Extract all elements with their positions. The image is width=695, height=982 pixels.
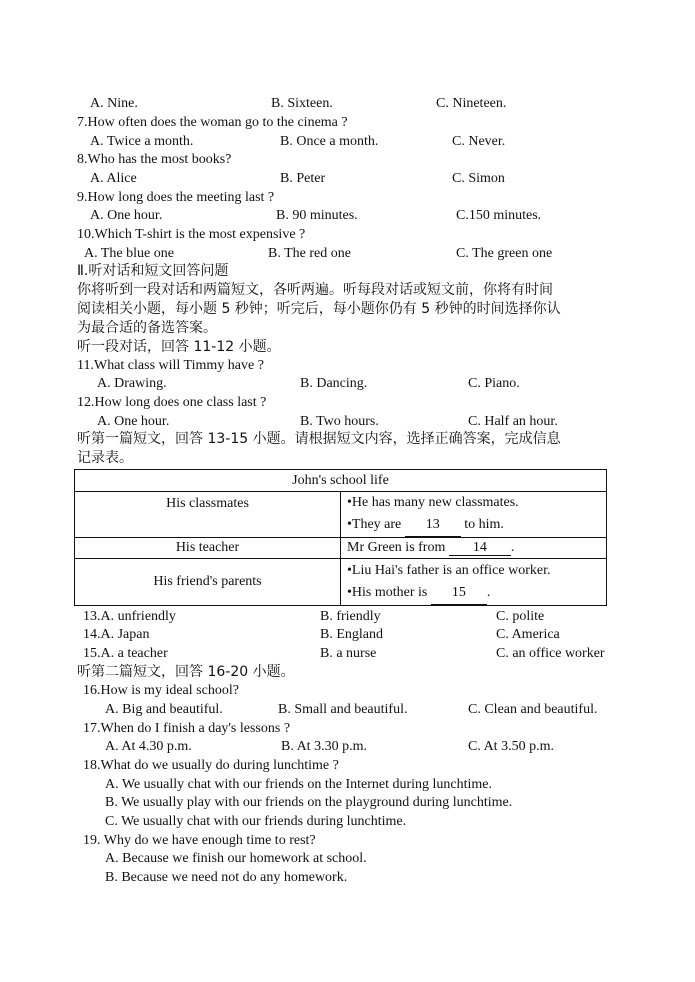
parents-line-1: •Liu Hai's father is an office worker. [347,562,551,578]
q10-option-a: A. The blue one [84,246,174,261]
dialog-intro: 听一段对话，回答 11-12 小题。 [77,339,281,355]
row-teacher-content: Mr Green is from 14 . [341,538,607,559]
q12-option-a: A. One hour. [97,414,170,429]
q11-option-b: B. Dancing. [300,376,368,391]
q9-option-b: B. 90 minutes. [276,208,358,223]
q16-option-c: C. Clean and beautiful. [468,702,598,717]
blank-14[interactable]: 14 [449,541,511,556]
q13-option-b: B. friendly [320,609,381,624]
q6-option-a: A. Nine. [90,96,138,111]
q6-option-c: C. Nineteen. [436,96,507,111]
q9-option-a: A. One hour. [90,208,163,223]
q10-option-c: C. The green one [456,246,553,261]
q9-option-c: C.150 minutes. [456,208,542,223]
q7-option-c: C. Never. [452,134,506,149]
q18-option-c: C. We usually chat with our friends during lunchtime. [105,814,407,829]
passage-1-intro-2: 记录表。 [77,450,133,466]
q8-option-c: C. Simon [452,171,505,186]
q19-option-b: B. Because we need not do any homework. [105,870,348,885]
q7-option-b: B. Once a month. [280,134,379,149]
section-2-instruction-1: 你将听到一段对话和两篇短文，各听两遍。听每段对话或短文前，你将有时间 [77,282,553,298]
q14-option-c: C. America [496,627,560,642]
passage-1-intro-1: 听第一篇短文，回答 13-15 小题。请根据短文内容，选择正确答案，完成信息 [77,431,561,447]
q8-option-a: A. Alice [90,171,137,186]
q13-option-c: C. polite [496,609,545,624]
q14-option-a: 14.A. Japan [83,627,150,642]
q17-option-b: B. At 3.30 p.m. [281,739,367,754]
q12-stem: 12.How long does one class last ? [77,395,267,410]
q10-option-b: B. The red one [268,246,351,261]
table-title: John's school life [75,470,607,492]
blank-13[interactable]: 13 [405,514,461,537]
info-record-table [74,469,607,606]
q16-stem: 16.How is my ideal school? [83,683,239,698]
q15-option-b: B. a nurse [320,646,377,661]
blank-15[interactable]: 15 [431,582,487,605]
row-parents-content [341,559,607,606]
q14-option-b: B. England [320,627,383,642]
q9-stem: 9.How long does the meeting last ? [77,190,275,205]
row-classmates-content [341,492,607,538]
q15-option-c: C. an office worker [496,646,605,661]
parents-line-2: •His mother is 15 . [347,582,600,605]
row-teacher-label: His teacher [75,538,341,559]
row-classmates-label: His classmates [75,492,341,538]
q11-option-c: C. Piano. [468,376,520,391]
section-2-title: Ⅱ.听对话和短文回答问题 [77,263,229,279]
classmates-line-2: •They are 13 to him. [347,514,600,537]
passage-2-intro: 听第二篇短文，回答 16-20 小题。 [77,664,295,680]
q18-option-a: A. We usually chat with our friends on the Internet during lunchtime. [105,777,493,792]
q18-option-b: B. We usually play with our friends on the playground during lunchtime. [105,795,513,810]
section-2-instruction-3: 为最合适的备选答案。 [77,320,217,336]
q6-option-b: B. Sixteen. [271,96,333,111]
q17-option-a: A. At 4.30 p.m. [105,739,192,754]
q11-stem: 11.What class will Timmy have ? [77,358,264,373]
row-parents-label: His friend's parents [75,559,341,606]
classmates-line-1: •He has many new classmates. [347,495,519,510]
q10-stem: 10.Which T-shirt is the most expensive ? [77,227,306,242]
q19-option-a: A. Because we finish our homework at school. [105,851,367,866]
q12-option-b: B. Two hours. [300,414,379,429]
q8-option-b: B. Peter [280,171,326,186]
q17-option-c: C. At 3.50 p.m. [468,739,554,754]
section-2-instruction-2: 阅读相关小题，每小题 5 秒钟；听完后，每小题你仍有 5 秒钟的时间选择你认 [77,301,561,317]
q7-stem: 7.How often does the woman go to the cinema ? [77,115,348,130]
q17-stem: 17.When do I finish a day's lessons ? [83,721,291,736]
q16-option-a: A. Big and beautiful. [105,702,223,717]
q18-stem: 18.What do we usually do during lunchtime ? [83,758,339,773]
q15-option-a: 15.A. a teacher [83,646,168,661]
q19-stem: 19. Why do we have enough time to rest? [83,833,316,848]
q16-option-b: B. Small and beautiful. [278,702,408,717]
q12-option-c: C. Half an hour. [468,414,558,429]
q8-stem: 8.Who has the most books? [77,152,232,167]
q7-option-a: A. Twice a month. [90,134,194,149]
q11-option-a: A. Drawing. [97,376,167,391]
q13-option-a: 13.A. unfriendly [83,609,176,624]
